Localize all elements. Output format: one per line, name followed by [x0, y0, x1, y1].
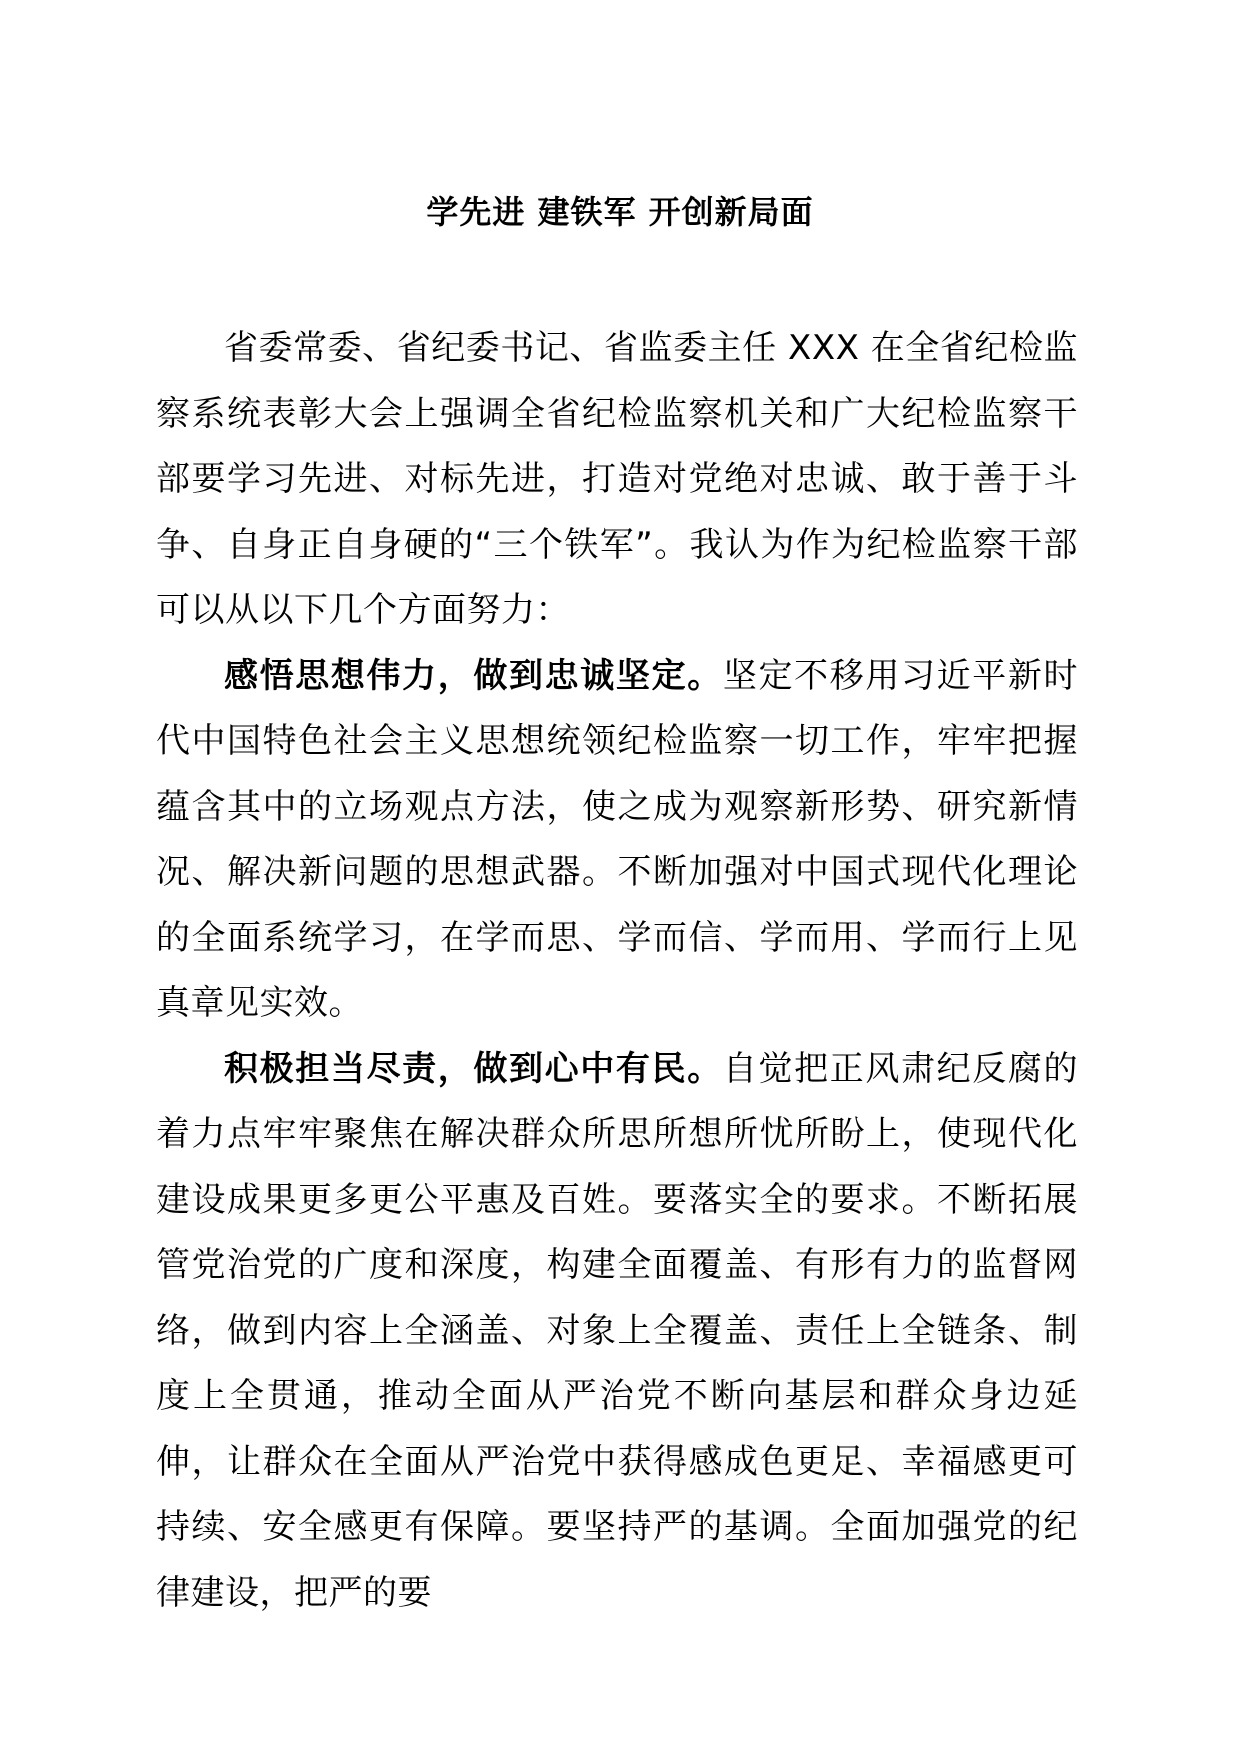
- paragraph-people: [156, 1037, 1078, 1627]
- paragraph-text: 坚定不移用习近平新时代中国特色社会主义思想统领纪检监察一切工作，牢牢把握蕴含其中的立场观点方法，使之成为观察新形势、研究新情况、解决新问题的思想武器。不断加强对中国式现代化理论的全面系统学习，在学而思、学而信、学而用、学而行上见真章见实效。: [156, 655, 1079, 1023]
- paragraph-lead-heading: 感悟思想伟力，做到忠诚坚定。: [224, 655, 723, 696]
- paragraph-intro: [156, 316, 1078, 644]
- paragraph-lead-heading: 积极担当尽责，做到心中有民。: [224, 1048, 723, 1089]
- document-title: 学先进 建铁军 开创新局面: [426, 193, 814, 231]
- paragraph-text: 省委常委、省纪委书记、省监委主任 XXX 在全省纪检监察系统表彰大会上强调全省纪检监察机关和广大纪检监察干部要学习先进、对标先进，打造对党绝对忠诚、敢于善于斗争、自身正自身硬的“三个铁军”。我认为作为纪检监察干部可以从以下几个方面努力：: [156, 328, 1078, 630]
- paragraph-loyalty: [156, 644, 1078, 1037]
- document-body: [156, 316, 1078, 1626]
- paragraph-text: 自觉把正风肃纪反腐的着力点牢牢聚焦在解决群众所思所想所忧所盼上，使现代化建设成果更多更公平惠及百姓。要落实全的要求。不断拓展管党治党的广度和深度，构建全面覆盖、有形有力的监督网络，做到内容上全涵盖、对象上全覆盖、责任上全链条、制度上全贯通，推动全面从严治党不断向基层和群众身边延伸，让群众在全面从严治党中获得感成色更足、幸福感更可持续、安全感更有保障。要坚持严的基调。全面加强党的纪律建设，把严的要: [156, 1048, 1079, 1613]
